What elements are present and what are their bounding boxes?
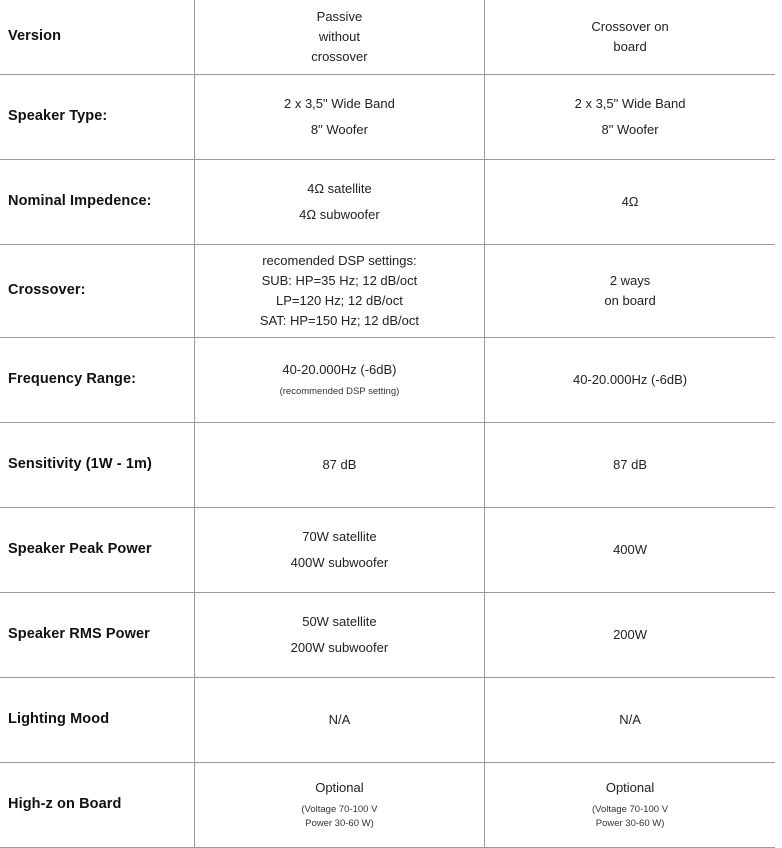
dsp-note: (recommended DSP setting) (279, 386, 400, 398)
table-row (0, 338, 775, 423)
row-value-passive: 4Ω satellite 4Ω subwoofer (194, 160, 484, 245)
voltage-note: (Voltage 70-100 V (592, 804, 669, 816)
row-value-passive: 50W satellite 200W subwoofer (194, 593, 484, 678)
row-label: Sensitivity (1W - 1m) (0, 423, 194, 508)
row-value-crossover: 400W (485, 508, 775, 593)
row-label: Lighting Mood (0, 678, 194, 763)
power-note: Power 30-60 W) (305, 817, 374, 829)
row-label: High-z on Board (0, 763, 194, 848)
row-value-passive: 70W satellite 400W subwoofer (194, 508, 484, 593)
row-value-passive: 2 x 3,5" Wide Band 8" Woofer (194, 75, 484, 160)
table-row (0, 678, 775, 763)
row-value-crossover: 2 x 3,5" Wide Band 8" Woofer (485, 75, 775, 160)
row-label: Version (0, 0, 194, 75)
row-value-crossover: 87 dB (485, 423, 775, 508)
row-label: Speaker Type: (0, 75, 194, 160)
row-label: Crossover: (0, 245, 194, 338)
row-value-crossover: N/A (485, 678, 775, 763)
row-label: Speaker RMS Power (0, 593, 194, 678)
table-row (0, 508, 775, 593)
row-value-crossover: 200W (485, 593, 775, 678)
table-row (0, 763, 775, 848)
row-value-passive: N/A (194, 678, 484, 763)
row-label: Frequency Range: (0, 338, 194, 423)
voltage-note: (Voltage 70-100 V (301, 804, 378, 816)
row-value-passive: recomended DSP settings: SUB: HP=35 Hz; 12 dB/oct LP=120 Hz; 12 dB/oct SAT: HP=150 Hz; 12 dB/oct (194, 245, 484, 338)
table-row (0, 75, 775, 160)
table-row (0, 423, 775, 508)
row-value-crossover: 2 ways on board (485, 245, 775, 338)
table-row (0, 160, 775, 245)
row-value-crossover: Crossover on board (485, 0, 775, 75)
row-value-passive: 40-20.000Hz (-6dB) (recommended DSP setting) (194, 338, 484, 423)
row-value-crossover: 4Ω (485, 160, 775, 245)
table-row (0, 0, 775, 75)
row-value-passive: 87 dB (194, 423, 484, 508)
row-value-crossover: Optional (Voltage 70-100 V Power 30-60 W) (485, 763, 775, 848)
row-value-passive: Passive without crossover (194, 0, 484, 75)
row-label: Speaker Peak Power (0, 508, 194, 593)
table-row (0, 593, 775, 678)
table-row (0, 245, 775, 338)
row-value-crossover: 40-20.000Hz (-6dB) (485, 338, 775, 423)
row-label: Nominal Impedence: (0, 160, 194, 245)
row-value-passive: Optional (Voltage 70-100 V Power 30-60 W) (194, 763, 484, 848)
power-note: Power 30-60 W) (595, 817, 665, 829)
